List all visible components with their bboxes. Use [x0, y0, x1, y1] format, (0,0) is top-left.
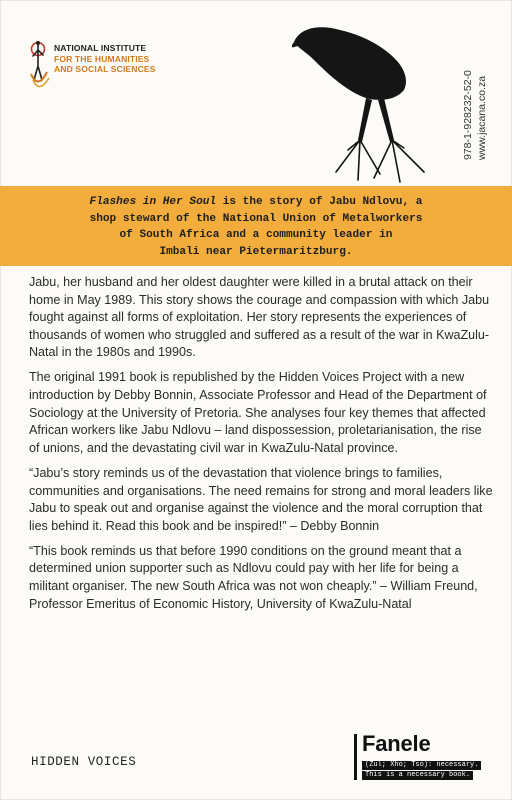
heron-bird-icon: [292, 22, 442, 184]
fanele-wordmark: Fanele: [362, 731, 431, 756]
nihss-name: [54, 43, 156, 75]
nihss-line-1: NATIONAL INSTITUTE: [54, 43, 147, 53]
book-title: Flashes in Her Soul: [89, 196, 217, 208]
summary-line-3: of South Africa and a community leader in: [119, 229, 393, 242]
isbn-number: 978-1-928232-52-0: [462, 70, 474, 160]
summary-line-4: Imbali near Pietermaritzburg.: [159, 246, 353, 259]
fanele-tagline-1: (Zul; Xho; Tso): necessary.: [362, 761, 481, 770]
blurb-paragraph-2: The original 1991 book is republished by the Hidden Voices Project with a new introduction by Debby Bonnin, Associate Professor and Head of the Department of Sociology at the University of Pretoria. She analyses four key themes that affected African workers like Jabu Ndlovu – land dispossession, proletarianisation, the rise of unions, and the devastating civil war in KwaZulu-Natal province.: [29, 370, 487, 455]
isbn-block: [452, 18, 492, 163]
nihss-line-2: FOR THE HUMANITIES: [54, 53, 150, 64]
summary-band: [0, 186, 512, 266]
fanele-logo: [354, 731, 497, 780]
publisher-url: www.jacana.co.za: [476, 75, 488, 160]
nihss-line-3: AND SOCIAL SCIENCES: [54, 64, 156, 74]
quote-freund: “This book reminds us that before 1990 conditions on the ground meant that a determined union supporter such as Ndlovu could pay with her life for being a militant organiser. The new South Africa was not won cheaply.” – William Freund, Professor Emeritus of Economic History, University of KwaZulu-Natal: [29, 543, 478, 611]
quote-bonnin: “Jabu’s story reminds us of the devastation that violence brings to families, communities and organisations. The need remains for strong and moral leaders like Jabu to speak out and organise against the violence and the moral corruption that lies behind it. Read this book and be inspired!” – Debby Bonnin: [29, 465, 493, 533]
blurb: [29, 274, 494, 621]
blurb-paragraph-1: Jabu, her husband and her oldest daughter were killed in a brutal attack on their home in May 1989. This story shows the courage and compassion with which Jabu fought against all forms of exploitation. Her story represents the experiences of thousands of women who struggled and suffered as a result of the war in KwaZulu-Natal in the 1980s and 1990s.: [29, 275, 490, 360]
fanele-tagline-2: This is a necessary book.: [362, 771, 473, 780]
nihss-figure-icon: [30, 36, 52, 94]
summary-text: [0, 194, 512, 261]
summary-line-2: shop steward of the National Union of Metalworkers: [89, 212, 423, 225]
nihss-logo: [30, 36, 180, 96]
summary-line-1: is the story of Jabu Ndlovu, a: [216, 196, 423, 208]
series-name: HIDDEN VOICES: [31, 755, 137, 769]
